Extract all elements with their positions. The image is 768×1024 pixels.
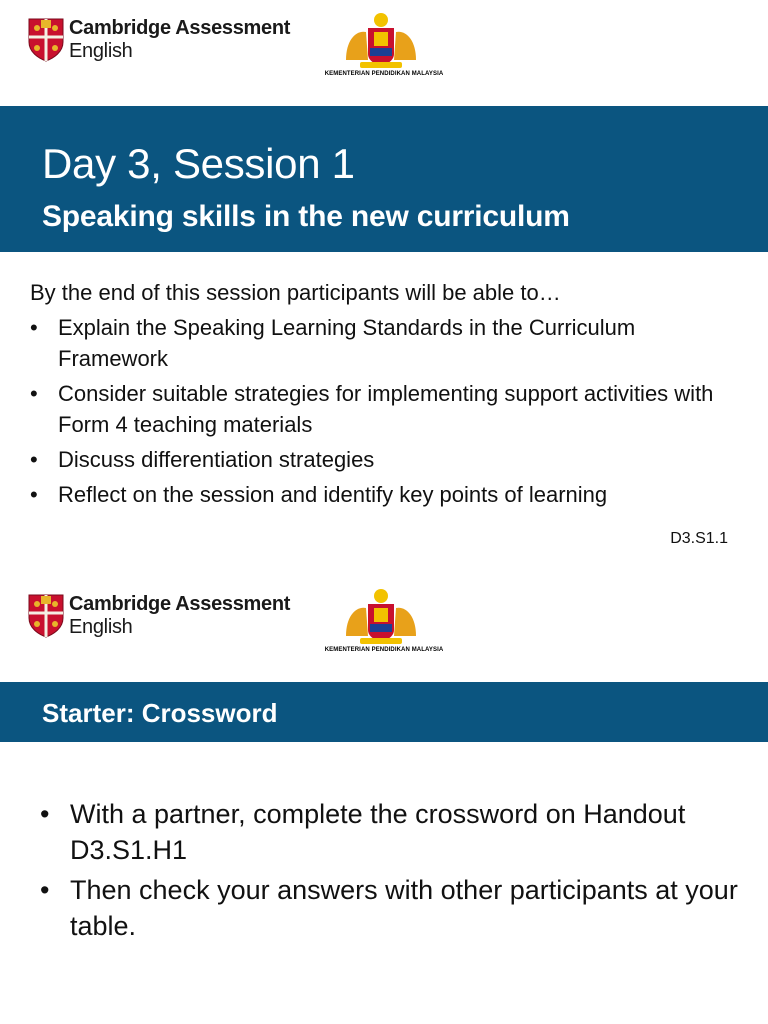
page-subtitle: Speaking skills in the new curriculum (42, 200, 570, 233)
list-item (40, 872, 740, 944)
malaysia-crest-icon (342, 10, 420, 70)
list-item (40, 796, 740, 868)
bullet-icon: • (30, 447, 38, 472)
slide-reference: D3.S1.1 (670, 530, 728, 547)
list-item (30, 312, 730, 374)
title-band (0, 106, 768, 252)
malaysia-crest-icon (342, 586, 420, 646)
list-item-text: Consider suitable strategies for implementing support activities with Form 4 teaching materials (58, 381, 714, 437)
bullet-icon: • (40, 875, 50, 905)
list-item-text: Reflect on the session and identify key points of learning (58, 482, 608, 507)
instructions-list (40, 796, 740, 948)
starter-title: Starter: Crossword (42, 698, 278, 728)
bullet-icon: • (30, 315, 38, 340)
objectives-list (30, 312, 730, 514)
cambridge-line1: Cambridge Assessment (69, 17, 291, 39)
list-item (30, 479, 730, 510)
cambridge-shield-icon (28, 594, 64, 638)
bullet-icon: • (30, 381, 38, 406)
bullet-icon: • (40, 799, 50, 829)
bullet-icon: • (30, 482, 38, 507)
cambridge-line2: English (69, 616, 133, 638)
title-band (0, 682, 768, 742)
intro-text: By the end of this session participants will be able to… (30, 280, 561, 305)
logo-header (20, 8, 460, 84)
logo-header (20, 584, 460, 660)
list-item-text: With a partner, complete the crossword on Handout D3.S1.H1 (70, 799, 686, 865)
cambridge-wordmark (69, 17, 290, 63)
list-item-text: Explain the Speaking Learning Standards in the Curriculum Framework (58, 315, 636, 371)
cambridge-line1: Cambridge Assessment (69, 593, 291, 615)
page-title: Day 3, Session 1 (42, 140, 355, 187)
cambridge-shield-icon (28, 18, 64, 62)
ministry-label: KEMENTERIAN PENDIDIKAN MALAYSIA (324, 647, 444, 653)
cambridge-wordmark (69, 593, 290, 639)
list-item (30, 444, 730, 475)
cambridge-line2: English (69, 40, 133, 62)
slide-2 (0, 576, 768, 1024)
ministry-label: KEMENTERIAN PENDIDIKAN MALAYSIA (324, 71, 444, 77)
list-item-text: Discuss differentiation strategies (58, 447, 375, 472)
list-item-text: Then check your answers with other participants at your table. (70, 875, 738, 941)
list-item (30, 378, 730, 440)
